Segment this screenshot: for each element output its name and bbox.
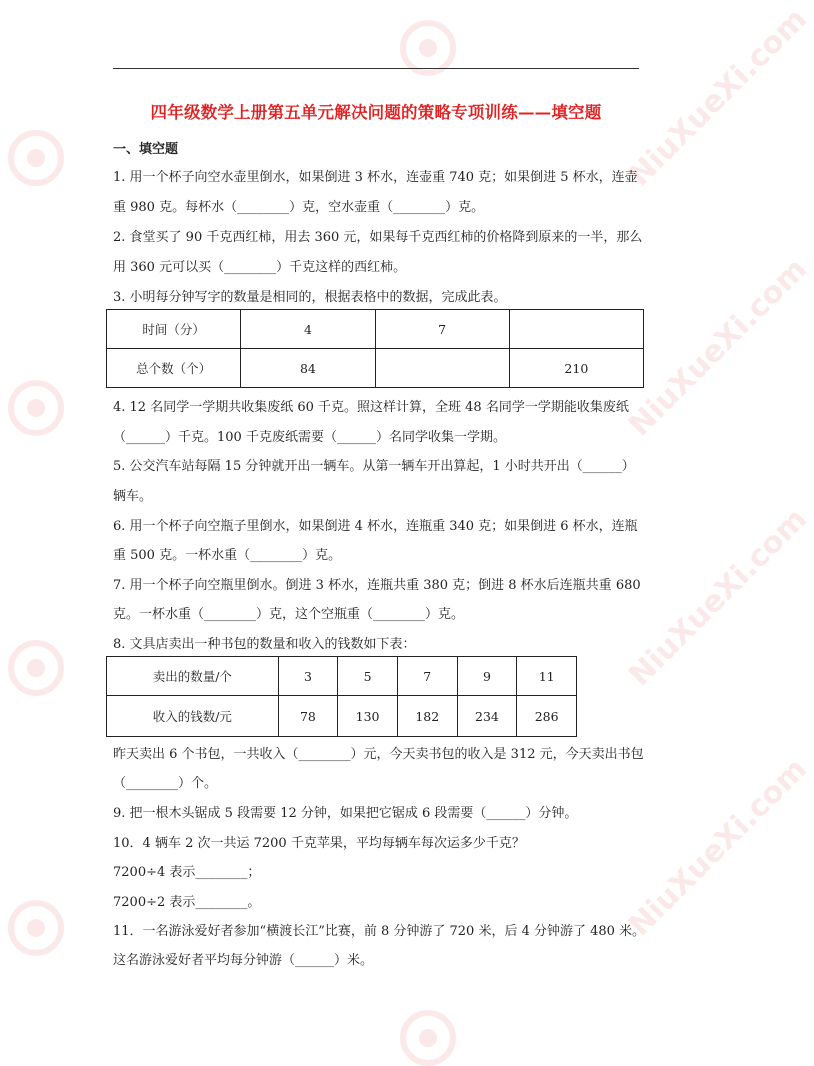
- watermark-text: NiuXueXi.com: [622, 751, 814, 944]
- q9-line-1: 9. 把一根木头锯成 5 段需要 12 分钟，如果把它锯成 6 段需要（______）分钟。: [113, 806, 578, 821]
- q4-line-2: （______）千克。100 千克废纸需要（______）名同学收集一学期。: [113, 430, 506, 445]
- table-cell: 7: [397, 657, 457, 696]
- table-cell: 卖出的数量/个: [107, 657, 279, 696]
- table-cell: 5: [338, 657, 398, 696]
- watermark-logo-icon: [8, 900, 64, 956]
- table-cell: 234: [457, 696, 517, 737]
- table-cell: 总个数（个）: [107, 349, 241, 388]
- table-cell: 210: [509, 349, 643, 388]
- q11-line-2: 这名游泳爱好者平均每分钟游（______）米。: [113, 953, 374, 968]
- table-cell: 78: [278, 696, 338, 737]
- watermark-text: NiuXueXi.com: [622, 251, 814, 444]
- q4-line-1: 4. 12 名同学一学期共收集废纸 60 千克。照这样计算，全班 48 名同学一学期能收集废纸: [113, 400, 629, 415]
- table-cell: 9: [457, 657, 517, 696]
- q7-line-1: 7. 用一个杯子向空瓶里倒水。倒进 3 杯水，连瓶共重 380 克；倒进 8 杯水后连瓶共重 680: [113, 578, 641, 593]
- q10-line-1: 10．4 辆车 2 次一共运 7200 千克苹果，平均每辆车每次运多少千克？: [113, 836, 525, 851]
- table-cell: 84: [241, 349, 375, 388]
- q3-table: [106, 309, 644, 388]
- table-cell: 130: [338, 696, 398, 737]
- q11-line-1: 11．一名游泳爱好者参加“横渡长江”比赛，前 8 分钟游了 720 米，后 4 分钟游了 480 米。: [113, 924, 646, 939]
- q10-line-3: 7200÷2 表示________。: [113, 895, 261, 910]
- q8-line-1: 8. 文具店卖出一种书包的数量和收入的钱数如下表：: [113, 637, 416, 652]
- q8-line-2: 昨天卖出 6 个书包，一共收入（________）元，今天卖书包的收入是 312 元，今天卖出书包: [113, 747, 644, 762]
- q5-line-1: 5. 公交汽车站每隔 15 分钟就开出一辆车。从第一辆车开出算起，1 小时共开出（______）: [113, 459, 635, 474]
- watermark-logo-icon: [400, 1010, 456, 1066]
- header-rule: [113, 68, 639, 69]
- watermark-logo-icon: [8, 130, 64, 186]
- q6-line-1: 6. 用一个杯子向空瓶子里倒水，如果倒进 4 杯水，连瓶重 340 克；如果倒进 6 杯水，连瓶: [113, 519, 638, 534]
- q6-line-2: 重 500 克。一杯水重（________）克。: [113, 548, 342, 563]
- q1-line-1: 1. 用一个杯子向空水壶里倒水，如果倒进 3 杯水，连壶重 740 克；如果倒进 5 杯水，连壶: [113, 170, 638, 185]
- watermark-text: NiuXueXi.com: [622, 1, 814, 194]
- table-cell: 7: [375, 310, 509, 349]
- q2-line-1: 2. 食堂买了 90 千克西红柿，用去 360 元，如果每千克西红柿的价格降到原来的一半，那么: [113, 230, 643, 245]
- q5-line-2: 辆车。: [113, 489, 153, 504]
- q8-table: [106, 656, 577, 737]
- table-cell: 3: [278, 657, 338, 696]
- page-title: 四年级数学上册第五单元解决问题的策略专项训练——填空题: [150, 103, 602, 122]
- table-cell: 收入的钱数/元: [107, 696, 279, 737]
- q1-line-2: 重 980 克。每杯水（________）克，空水壶重（________）克。: [113, 200, 485, 215]
- table-cell: 182: [397, 696, 457, 737]
- table-cell: 时间（分）: [107, 310, 241, 349]
- table-cell: 11: [517, 657, 577, 696]
- q10-line-2: 7200÷4 表示________；: [113, 865, 261, 880]
- table-cell: 4: [241, 310, 375, 349]
- table-cell-blank: [375, 349, 509, 388]
- watermark-text: NiuXueXi.com: [622, 501, 814, 694]
- q3-line-1: 3. 小明每分钟写字的数量是相同的，根据表格中的数据，完成此表。: [113, 290, 507, 305]
- watermark-logo-icon: [8, 640, 64, 696]
- q2-line-2: 用 360 元可以买（________）千克这样的西红柿。: [113, 260, 407, 275]
- watermark-logo-icon: [8, 380, 64, 436]
- table-cell: 286: [517, 696, 577, 737]
- table-cell-blank: [509, 310, 643, 349]
- q7-line-2: 克。一杯水重（________）克，这个空瓶重（________）克。: [113, 607, 465, 622]
- section-heading: 一、填空题: [113, 142, 179, 157]
- q8-line-3: （________）个。: [113, 776, 218, 791]
